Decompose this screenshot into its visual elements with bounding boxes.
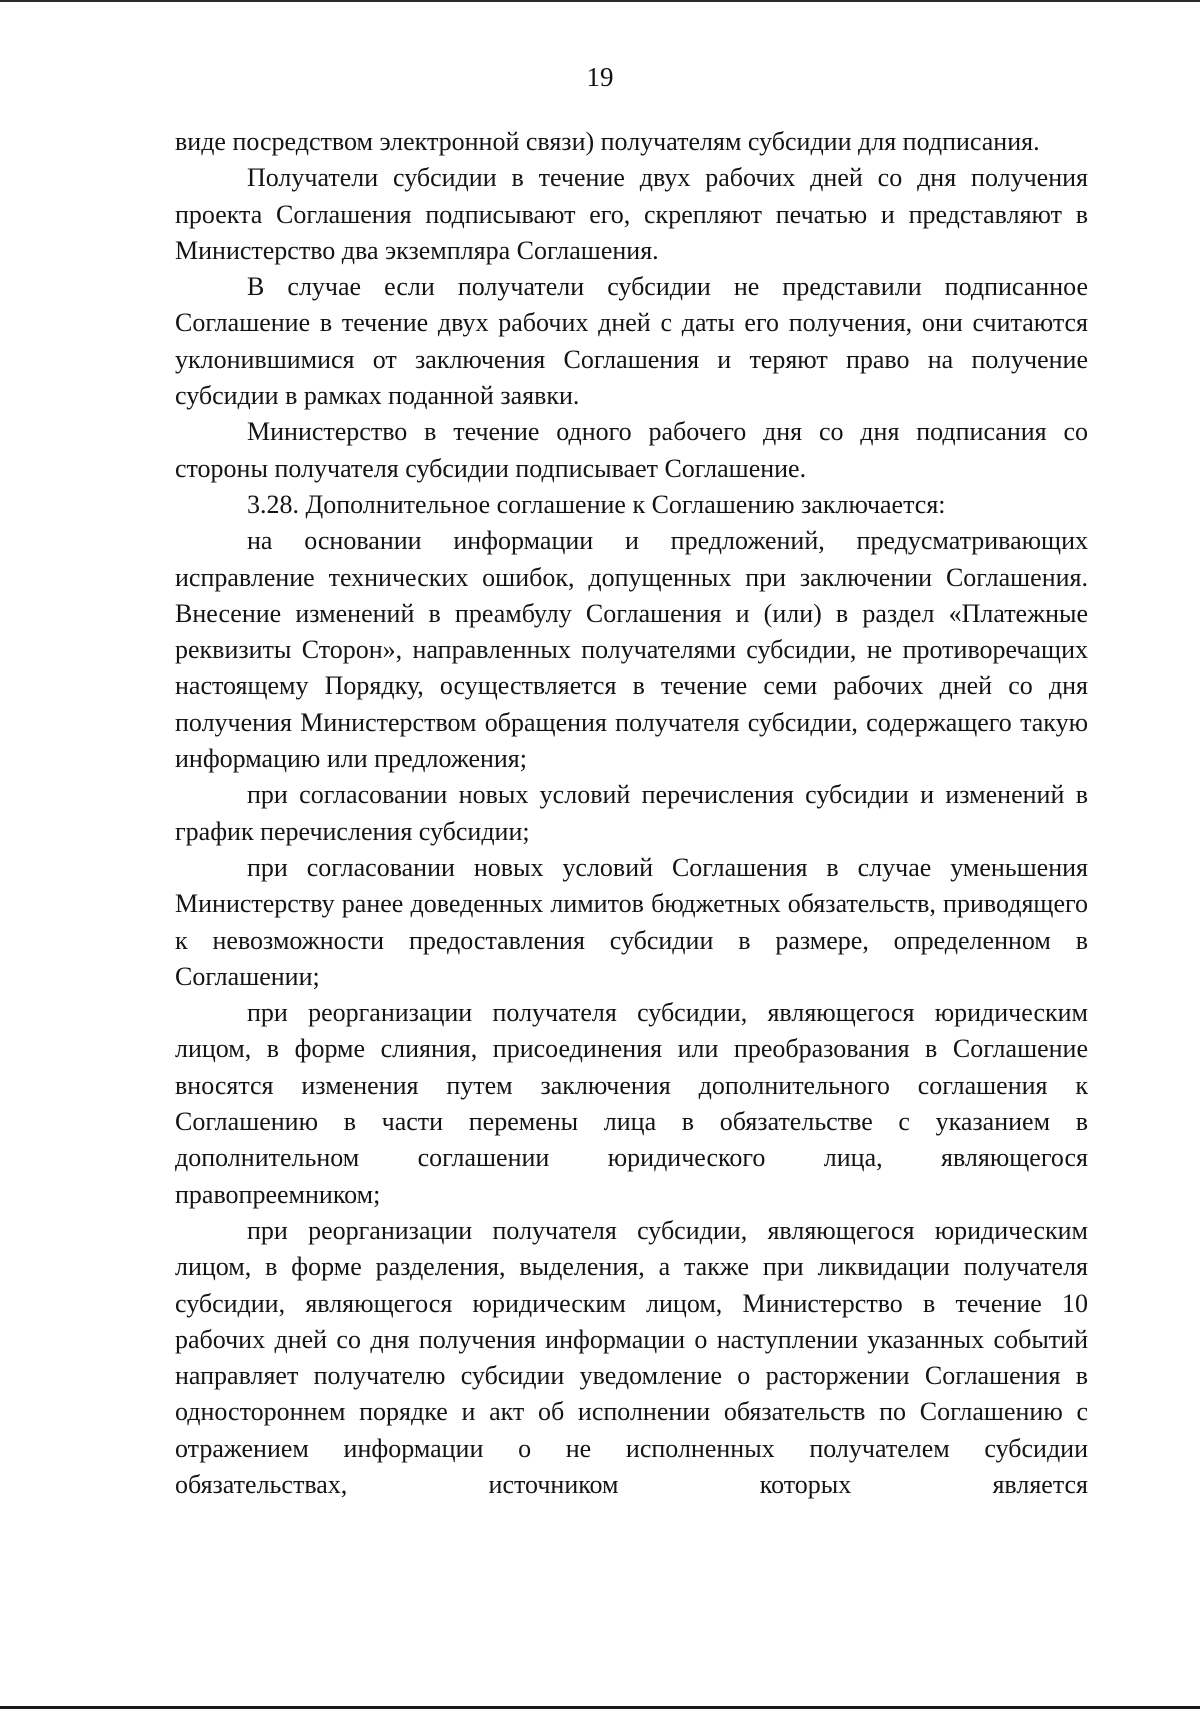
paragraph-section-3-28: 3.28. Дополнительное соглашение к Соглашению заключается: [247, 489, 946, 519]
paragraph-technical-errors: на основании информации и предложений, предусматривающих исправление технических ошибок, допущенных при заключении Соглашения. Внесение изменений в преамбулу Соглашения и (или) в раздел «Платежные реквизиты Сторон», направленных получателями субсидии, не противоречащих настоящему Порядку, осуществляется в течение семи рабочих дней со дня получения Министерством обращения получателя субсидии, содержащего такую информацию или предложения; [175, 526, 1088, 774]
paragraph-signing-deadline: Получатели субсидии в течение двух рабочих дней со дня получения проекта Соглашения подписывают его, скрепляют печатью и представляют в Министерство два экземпляра Соглашения. [175, 163, 1088, 265]
paragraph-ministry-signing: Министерство в течение одного рабочего дня со дня подписания со стороны получателя субсидии подписывает Соглашение. [175, 417, 1088, 483]
paragraph-reduced-limits: при согласовании новых условий Соглашения в случае уменьшения Министерству ранее доведенных лимитов бюджетных обязательств, приводящего к невозможности предоставления субсидии в размере, определенном в Соглашении; [175, 852, 1088, 991]
paragraph-reorganization-merger: при реорганизации получателя субсидии, являющегося юридическим лицом, в форме слияния, присоединения или преобразования в Соглашение вносятся изменения путем заключения дополнительного соглашения к Соглашению в части перемены лица в обязательстве с указанием в дополнительном соглашении юридического лица, являющегося правопреемником; [175, 998, 1088, 1209]
document-body [175, 124, 1088, 1503]
paragraph-evasion: В случае если получатели субсидии не представили подписанное Соглашение в течение двух рабочих дней с даты его получения, они считаются уклонившимися от заключения Соглашения и теряют право на получение субсидии в рамках поданной заявки. [175, 272, 1088, 411]
page-number: 19 [586, 62, 614, 92]
paragraph-new-transfer-terms: при согласовании новых условий перечисления субсидии и изменений в график перечисления субсидии; [175, 780, 1088, 846]
paragraph-continuation: виде посредством электронной связи) получателям субсидии для подписания. [175, 127, 1040, 156]
paragraph-reorganization-division: при реорганизации получателя субсидии, являющегося юридическим лицом, в форме разделения, выделения, а также при ликвидации получателя субсидии, являющегося юридическим лицом, Министерство в течение 10 рабочих дней со дня получения информации о наступлении указанных событий направляет получателю субсидии уведомление о расторжении Соглашения в одностороннем порядке и акт об исполнении обязательств по Соглашению с отражением информации о не исполненных получателем субсидии обязательствах, источником которых является [175, 1215, 1088, 1499]
